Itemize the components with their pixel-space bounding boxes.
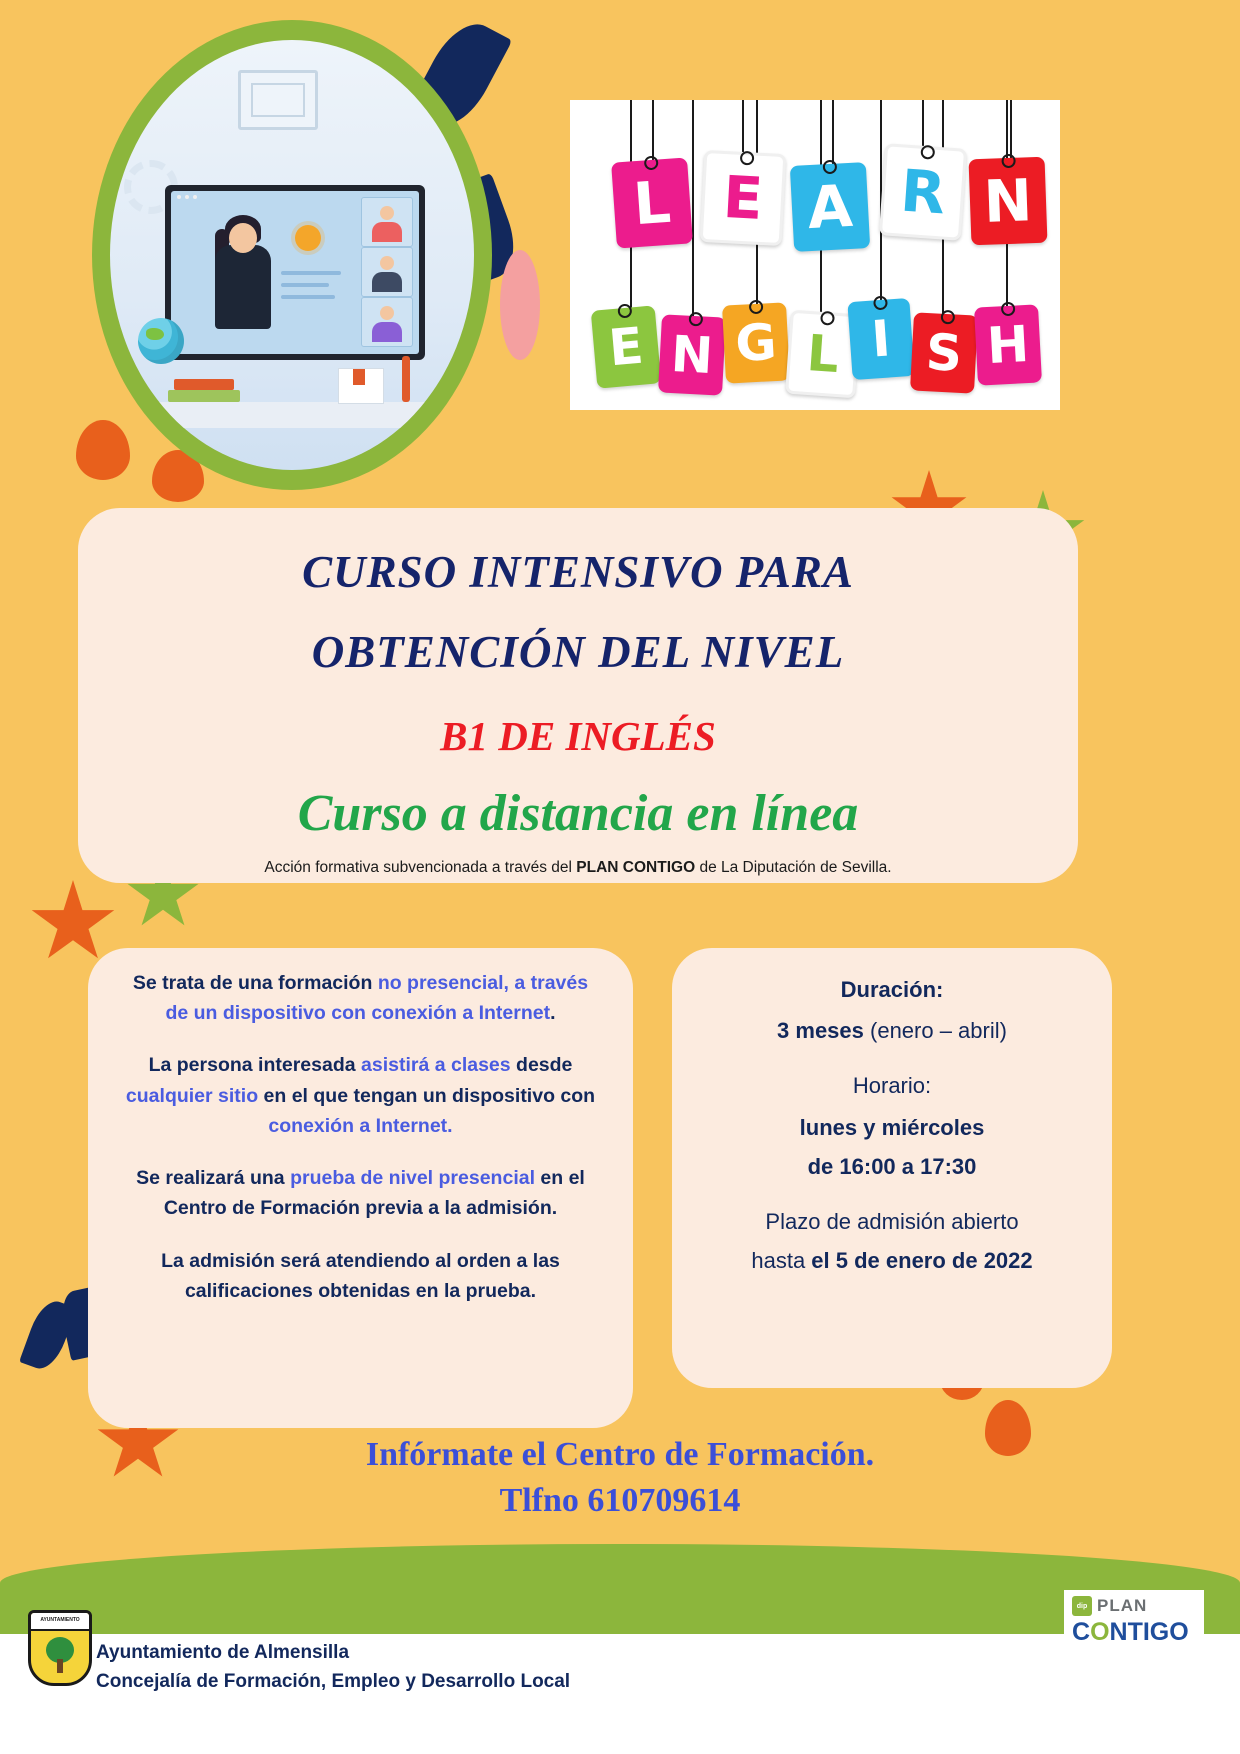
learn-tag-A: A <box>790 162 870 252</box>
description-paragraph-4: La admisión será atendiendo al orden a las calificaciones obtenidas en la prueba. <box>161 1249 560 1302</box>
subvention-note-post: de La Diputación de Sevilla. <box>695 859 892 876</box>
description-paragraph-3 <box>122 1163 599 1223</box>
english-tag-E: E <box>591 305 662 388</box>
participant-thumbnail <box>361 297 413 347</box>
desc-p1-highlight: no presencial, a través de un dispositivo con conexión a Internet <box>165 972 589 1025</box>
contigo-word <box>1072 1618 1196 1647</box>
desc-p2-c: en el que tengan un dispositivo con <box>258 1084 596 1107</box>
desc-p3-b: en el Centro de Formación previa a la admisión. <box>163 1167 585 1220</box>
contigo-part-1: C <box>1072 1618 1091 1646</box>
deadline-date: el 5 de enero de 2022 <box>811 1248 1033 1274</box>
decor-blob-orange-1 <box>76 420 130 480</box>
learn-english-banner <box>570 100 1060 410</box>
title-panel <box>78 508 1078 883</box>
english-tag-S: S <box>910 312 978 393</box>
contigo-part-o: O <box>1090 1618 1110 1646</box>
desc-p2-highlight-1: asistirá a clases <box>361 1054 511 1077</box>
desc-p2-highlight-2: cualquier sitio <box>125 1084 259 1107</box>
deadline-line-1: Plazo de admisión abierto <box>765 1208 1019 1234</box>
monitor-illustration <box>165 185 425 360</box>
contact-line-1: Infórmate el Centro de Formación. <box>365 1436 875 1473</box>
duration-value-bold: 3 meses <box>777 1018 864 1044</box>
pen-icon <box>402 356 410 402</box>
course-details-panel <box>672 948 1112 1388</box>
english-tag-L: L <box>785 310 861 399</box>
crest-banner-text: AYUNTAMIENTO <box>31 1613 89 1631</box>
learn-tag-N: N <box>969 157 1048 246</box>
title-line-2: OBTENCIÓN DEL NIVEL <box>311 627 845 677</box>
organization-line-1: Ayuntamiento de Almensilla <box>96 1642 350 1663</box>
organization-block <box>96 1639 570 1696</box>
duration-block <box>698 972 1086 1007</box>
learn-tag-E: E <box>700 150 787 246</box>
desk-surface <box>110 402 474 428</box>
desc-p3-a: Se realizará una <box>136 1167 291 1190</box>
monitor-screen <box>171 191 419 354</box>
learn-tag-R: R <box>879 143 967 240</box>
duration-label: Duración: <box>840 977 944 1002</box>
books-stack <box>168 390 240 402</box>
english-tag-N: N <box>658 314 726 395</box>
lightbulb-icon <box>295 225 321 251</box>
diputacion-badge-icon: dip <box>1072 1596 1092 1616</box>
teacher-body <box>215 245 271 329</box>
desc-p1-a: Se trata de una formación <box>132 972 378 994</box>
contigo-part-3: TIGO <box>1127 1618 1189 1646</box>
subvention-note <box>78 859 1078 877</box>
decor-blob-pink <box>500 250 540 360</box>
contact-block <box>0 1432 1240 1524</box>
contigo-part-2: N <box>1109 1618 1128 1646</box>
globe-icon <box>138 318 184 364</box>
participant-thumbnail <box>361 197 413 247</box>
description-paragraph-1 <box>122 968 599 1028</box>
desc-p3-highlight: prueba de nivel presencial <box>290 1167 535 1190</box>
duration-value-rest: (enero – abril) <box>863 1018 1007 1044</box>
contact-phone[interactable]: Tlfno 610709614 <box>499 1481 741 1519</box>
plan-logo-top-row <box>1072 1596 1196 1616</box>
english-tag-G: G <box>722 302 790 383</box>
deadline-line-2 <box>698 1243 1086 1278</box>
plan-word: PLAN <box>1097 1596 1148 1615</box>
schedule-days: lunes y miércoles <box>799 1114 985 1140</box>
course-description-text <box>88 948 633 1348</box>
schedule-label: Horario: <box>852 1073 932 1099</box>
description-paragraph-2 <box>122 1050 599 1141</box>
course-description-panel <box>88 948 633 1428</box>
hero-illustration-inner <box>110 40 474 470</box>
bookmark-paper <box>338 368 384 404</box>
learn-tag-L: L <box>611 157 693 248</box>
crest-trunk <box>57 1659 63 1673</box>
duration-value <box>698 1013 1086 1048</box>
desc-p2-a: La persona interesada <box>148 1054 361 1077</box>
english-tag-I: I <box>847 298 914 380</box>
teacher-head <box>229 223 257 253</box>
desc-p1-b: . <box>550 1002 556 1025</box>
title-line-1: CURSO INTENSIVO PARA <box>302 547 854 597</box>
picture-frame-icon <box>238 70 318 130</box>
deadline-prefix: hasta <box>751 1248 812 1274</box>
schedule-time: de 16:00 a 17:30 <box>807 1153 977 1179</box>
english-tag-H: H <box>974 304 1042 385</box>
hero-illustration <box>92 20 492 490</box>
subvention-note-pre: Acción formativa subvencionada a través del <box>264 859 577 876</box>
plan-contigo-logo <box>1064 1590 1204 1670</box>
participant-thumbnail <box>361 247 413 297</box>
course-details-text <box>672 948 1112 1322</box>
desc-p2-b: desde <box>510 1054 573 1077</box>
town-crest-icon <box>28 1610 92 1686</box>
subvention-note-bold: PLAN CONTIGO <box>576 859 696 876</box>
title-line-3: B1 DE INGLÉS <box>440 713 716 759</box>
organization-line-2: Concejalía de Formación, Empleo y Desarrollo Local <box>96 1670 571 1692</box>
desc-p2-highlight-3: conexión a Internet. <box>268 1114 453 1137</box>
title-line-4: Curso a distancia en línea <box>297 785 859 842</box>
books-stack <box>174 379 234 390</box>
